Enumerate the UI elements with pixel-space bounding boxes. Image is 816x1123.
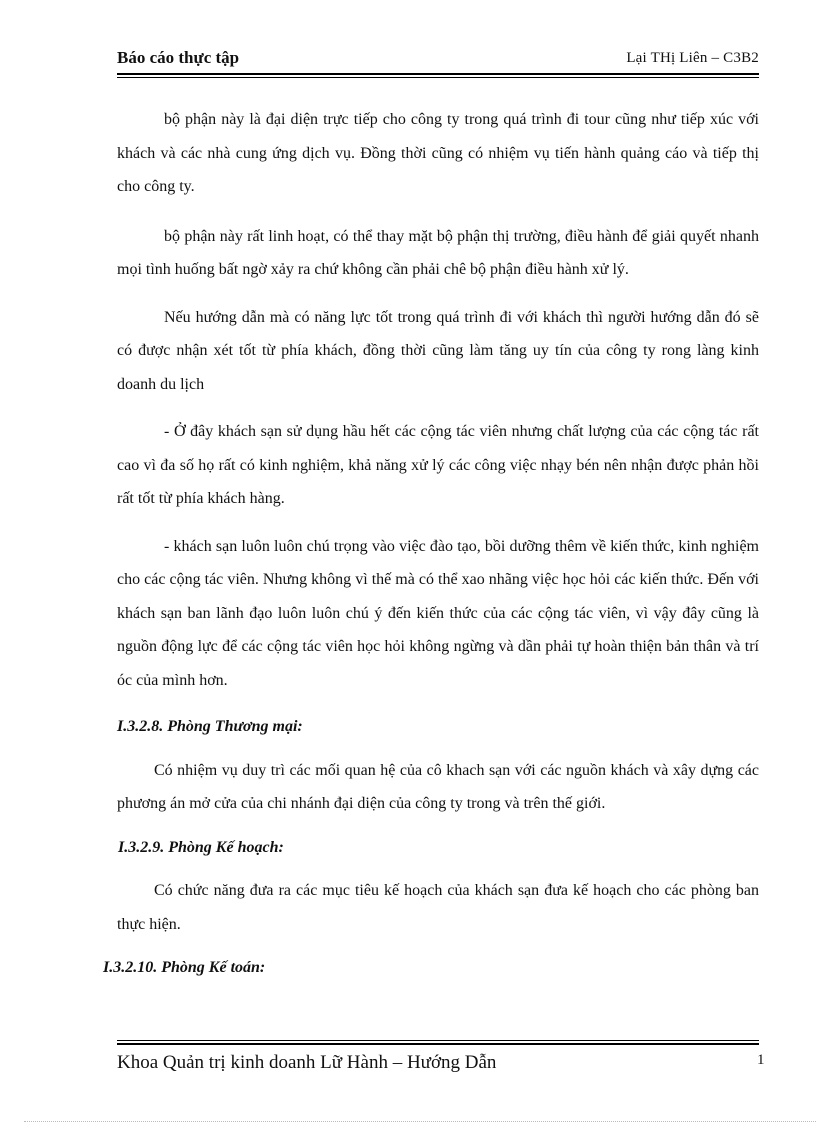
- document-body: [103, 111, 759, 985]
- paragraph: bộ phận này rất linh hoạt, có thể thay mặt bộ phận thị trường, điều hành để giải quyết nhanh mọi tình huống bất ngờ xảy ra chứ không cần phải chê bộ phận điều hành xử lý.: [117, 227, 759, 278]
- footer-department: Khoa Quản trị kinh doanh Lữ Hành – Hướng Dẫn: [117, 1052, 497, 1073]
- header-divider: [117, 73, 759, 78]
- paragraph: - khách sạn luôn luôn chú trọng vào việc đào tạo, bồi dưỡng thêm về kiến thức, kinh nghiệm cho các cộng tác viên. Nhưng không vì thế mà có thể xao nhãng việc học hỏi các kiến thức. Đến với khách sạn ban lãnh đạo luôn luôn chú ý đến kiến thức của các cộng tác viên, vì vậy đây cũng là nguồn động lực để các cộng tác viên học hỏi không ngừng và dần phải tự hoàn thiện bản thân và trí óc của mình hơn.: [117, 537, 759, 689]
- author-label: Lại THị Liên – C3B2: [626, 50, 759, 66]
- paragraph: Có nhiệm vụ duy trì các mối quan hệ của cô khach sạn với các nguồn khách và xây dựng các phương án mở cửa của chi nhánh đại diện của công ty trong và trên thế giới.: [117, 761, 759, 812]
- paragraph: Nếu hướng dẫn mà có năng lực tốt trong quá trình đi với khách thì người hướng dẫn đó sẽ có được nhận xét tốt từ phía khách, đồng thời cũng làm tăng uy tín của công ty rong làng kinh doanh du lịch: [117, 308, 759, 393]
- paragraph: - Ở đây khách sạn sử dụng hầu hết các cộng tác viên nhưng chất lượng của các cộng tác rất cao vì đa số họ rất có kinh nghiệm, khả năng xử lý các công việc nhạy bén nên nhận được phản hồi rất tốt từ phía khách hàng.: [117, 423, 759, 507]
- page-number: 1: [757, 1052, 765, 1068]
- footer-divider: [117, 1040, 759, 1045]
- paragraph: Có chức năng đưa ra các mục tiêu kế hoạch của khách sạn đưa kế hoạch cho các phòng ban thực hiện.: [117, 882, 759, 933]
- paragraph: bộ phận này là đại diện trực tiếp cho công ty trong quá trình đi tour cũng như tiếp xúc với khách và các nhà cung ứng dịch vụ. Đồng thời cũng có nhiệm vụ tiến hành quảng cáo và tiếp thị cho công ty.: [117, 111, 759, 195]
- section-heading: I.3.2.9. Phòng Kế hoạch:: [118, 838, 284, 856]
- page-header: [117, 48, 759, 72]
- section-heading: I.3.2.8. Phòng Thương mại:: [117, 718, 303, 735]
- page-edge-divider: [24, 1121, 816, 1122]
- report-title: Báo cáo thực tập: [117, 48, 240, 67]
- section-heading: I.3.2.10. Phòng Kế toán:: [103, 959, 266, 976]
